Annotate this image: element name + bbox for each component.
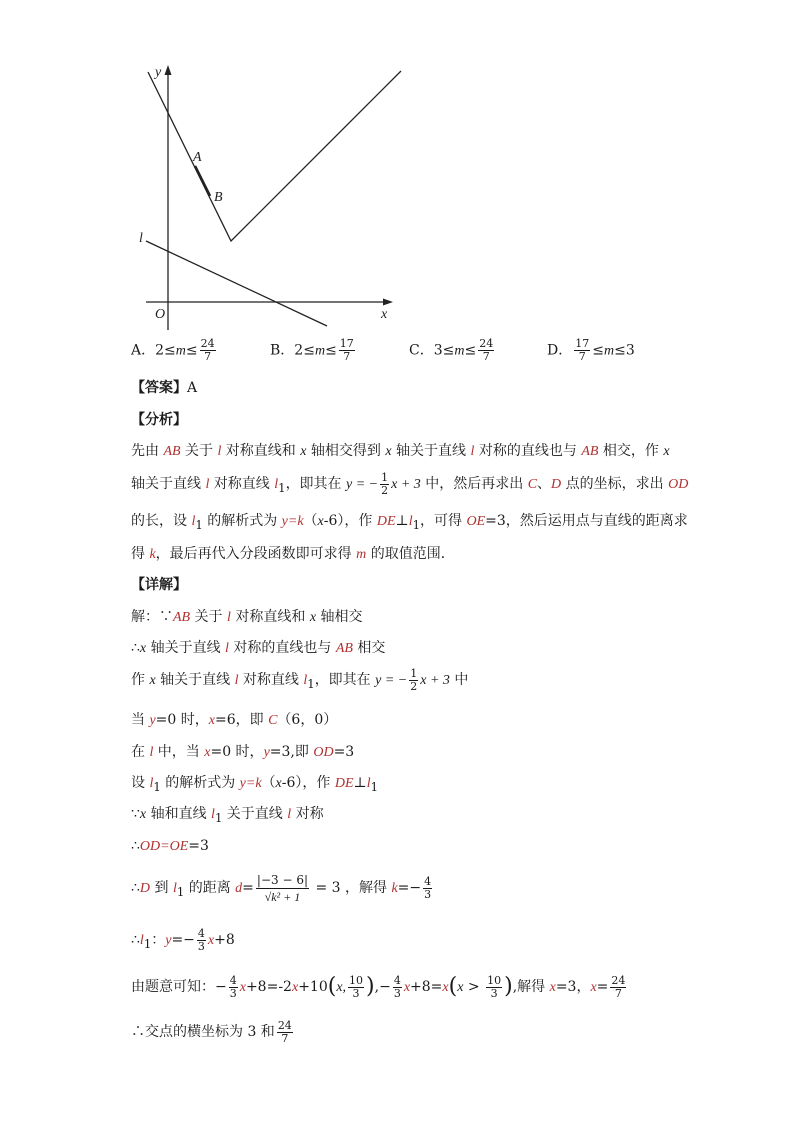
analysis-line-2: 轴关于直线 l 对称直线 $l_1$，即其在 y = − $\frac{1}{2}$ x + 3 中，然后再求出 C、D 点的坐标，求出 OD bbox=[131, 470, 689, 497]
label-l: l bbox=[139, 231, 143, 246]
piecewise-graph bbox=[148, 71, 401, 241]
detail-step-9: ∴D 到 $l_1$ 的距离 d= $\frac{|-3 - 6|}{\text{√k² + 1}}$ = 3 ，解得 k=− $\frac{4}{3}$ bbox=[131, 872, 432, 904]
option-d: D． $\frac{17}{7}$ ≤m≤3 bbox=[547, 337, 635, 363]
detail-step-1: 解：∵AB 关于 l 对称直线和 x 轴相交 bbox=[131, 609, 363, 625]
label-b: B bbox=[214, 190, 223, 205]
label-y: y bbox=[155, 65, 162, 80]
answer-line: 【答案】A bbox=[131, 380, 198, 396]
detail-step-12: ∴交点的横坐标为 3 和 $\frac{24}{7}$ bbox=[131, 1018, 292, 1045]
detail-step-11: 由题意可知：− $\frac{4}{3}$ x+8=-2x+10(x, $\frac{10}{3}$ ),− $\frac{4}{3}$ x+8=x(x > $\frac{10}{3}$ ),解得 x=3，x= $\frac{24}{7}$ bbox=[131, 973, 626, 1000]
coordinate-figure bbox=[130, 60, 410, 335]
detail-step-6: 设 $l_1$ 的解析式为 y=k（x-6），作 $DE\perp l_1$ bbox=[131, 775, 379, 794]
analysis-heading: 【分析】 bbox=[131, 412, 187, 428]
detail-step-8: ∴OD=OE=3 bbox=[131, 838, 209, 854]
detail-step-5: 在 l 中，当 x=0 时，y=3,即 OD=3 bbox=[131, 744, 355, 760]
detail-step-4: 当 y=0 时，x=6，即 C（6，0） bbox=[131, 712, 338, 728]
option-a: A．2≤m≤ $\frac{24}{7}$ bbox=[131, 337, 215, 363]
analysis-line-1: 先由 AB 关于 l 对称直线和 x 轴相交得到 x 轴关于直线 l 对称的直线也与 AB 相交，作 x bbox=[131, 443, 670, 459]
y-axis-arrow bbox=[165, 65, 172, 75]
detail-step-7: ∵x 轴和直线 $l_1$ 关于直线 l 对称 bbox=[131, 806, 324, 825]
segment-ab bbox=[195, 166, 210, 196]
detail-step-10: $\therefore l_1$：y=− $\frac{4}{3}$ x+8 bbox=[131, 926, 235, 953]
analysis-line-4: 得 k，最后再代入分段函数即可求得 m 的取值范围． bbox=[131, 546, 455, 562]
detail-step-3: 作 x 轴关于直线 l 对称直线 $l_1$，即其在 y = − $\frac{1}{2}$ x + 3 中 bbox=[131, 666, 469, 693]
detail-heading: 【详解】 bbox=[131, 577, 187, 593]
line-l bbox=[146, 241, 327, 326]
label-a: A bbox=[193, 150, 202, 165]
x-axis-arrow bbox=[383, 299, 393, 306]
option-b: B．2≤m≤ $\frac{17}{7}$ bbox=[270, 337, 354, 363]
option-c: C．3≤m≤ $\frac{24}{7}$ bbox=[409, 337, 494, 363]
analysis-line-3: 的长，设 $l_1$ 的解析式为 y=k（x-6），作 $DE\perp l_1$，可得 OE=3，然后运用点与直线的距离求 bbox=[131, 513, 688, 532]
detail-step-2: ∴x 轴关于直线 l 对称的直线也与 AB 相交 bbox=[131, 640, 386, 656]
label-o: O bbox=[155, 307, 166, 322]
label-x: x bbox=[381, 307, 388, 322]
